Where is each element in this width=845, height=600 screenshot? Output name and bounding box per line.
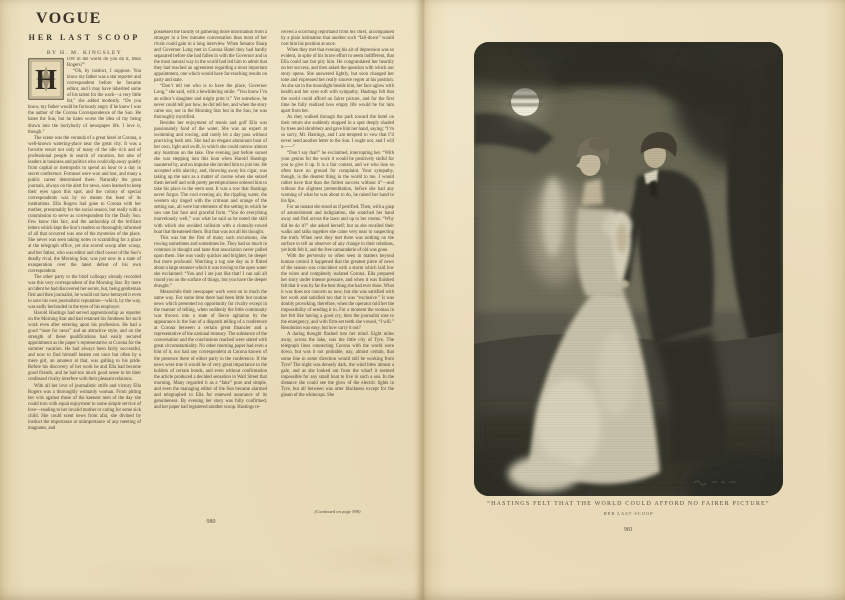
story-paragraph: ceived a scorching reprimand from his chief, accompanied by a plain intimation that another such “fall-down” would cost him his position at once. [281,30,394,48]
story-paragraph: As they walked through the park toward the hotel on their return she suddenly stopped in a spot deeply shaded by trees and shrubbery and gave him her hand, saying: “I’m so sorry, Mr. Hastings, and I am tempted to vow that I’ll never send another letter to the Sun. I ought not, and I will n——” [281,114,394,150]
story-paragraph: OW in the world do you do it, Miss Rogers?” [67,57,141,69]
page-number-right: 981 [624,527,633,533]
story-paragraph: A daring thought flashed into her mind. Eight miles away, across the lake, was the little city of Tyre. The telegraph lines connecting Corona with the world were down, but was it not probable, nay, almost certain, that some line in some direction would still be working from Tyre? The night was densely dark, the wind blew almost a gale, and as she looked out from the wharf it seemed impossible for any small boat to live in such a sea. In the distance she could see the glow of the electric lights in Tyre, but all between was utter blackness except for the gleam of the whitecaps. She [281,332,394,398]
text-column-3 [281,30,394,506]
story-paragraph: When they met that evening his air of depression was so evident, in spite of his brave effort to seem indifferent, that Ella could not but pity him. He congratulated her heartily on her success, and then asked the question with which our story opens. She answered lightly, but soon changed her tone and expressed her really sincere regret at his position. As she sat in the moonlight beside him, her face aglow with health and her eyes soft with sympathy, Hastings felt that the world could afford no fairer picture, and for the first time he fully realized how empty life would be for him apart from her. [281,48,394,114]
paper-stain [60,555,280,595]
story-paragraph: For an instant she stood as if petrified. Then, with a gasp of astonishment and indignation, she snatched her hand away and fled across the lawn and up to her rooms. “Why did he do it?” she asked herself; but as she recalled their walks and talks together she came very near to suspecting the truth. When next they met there was nothing on the surface to tell an observer of any change in their relations, yet both felt it, and the free camaraderie of old was gone. [281,205,394,253]
page-number-left: 980 [206,519,216,525]
magazine-masthead: VOGUE [36,10,102,27]
engraving-texture [474,42,783,496]
story-paragraph: “Don’t say that!” he exclaimed, interrupting her. “With your genius for the work it would be positively sinful for you to give it up. It is a fair contest, and we who lose so often have no ground for complaint. Your sympathy, though, is the dearest thing in the world to me. I would rather have that than the fullest success without it”—and without the slightest premeditation, before she had any warning of what he was about to do, he raised her hand to his lips. [281,150,394,205]
continued-note: (Continued on page 998) [314,509,361,514]
story-title: HER LAST SCOOP [28,33,141,42]
illustration-subcaption: HER LAST SCOOP [603,511,654,516]
text-column-2 [154,30,267,519]
story-paragraph: This was but the first of many such excursions, she rowing sometimes and sometimes he. They had so much in common in thought and taste that association never palled upon them. She was vastly quicker and brighter, he deeper but more profound. Watching a tug one day as it flitted about a large steamer which it was towing to the open water she exclaimed: “You and I are just like that! I can sail all round you on the surface of things, but you have the deeper draught.” [154,235,267,289]
story-illustration [474,42,783,496]
story-paragraph: The other party to the brief colloquy already recorded was this very correspondent of the Morning Star. By mere accident he had discovered her secret, but, being gentleman first and then journalist, he would not have betrayed it even to save his own journalistic reputation—which, by the way, was sadly beclouded in the eyes of his employer. [28,274,141,310]
page-gutter-shadow [416,0,432,600]
text-column-1 [28,57,141,517]
drop-cap-letter: H [35,64,57,96]
story-paragraph: Meanwhile their newspaper work went on in much the same way. For some time there had been little but routine news which presented no opportunity for rivalry except in the manner of telling, when suddenly the little community was thrown into a state of fierce agitation by the appearance in the Sun of a dispatch telling of a conference at Corona between a certain great financier and a representative of the national treasury. The substance of the conversation and the conclusions reached were stated with great circumstantiality. No other morning paper had even a hint of it, nor had any correspondent at Corona known of the presence there of either party to the conference. If the news were true it would be of very great importance to the holders of certain bonds, and even without confirmation the article produced a decided sensation in Wall Street that morning. Many regarded it as a “fake” pure and simple, and even the managing editor of the Sun became alarmed and telegraphed to Ella for renewed assurance of its genuineness. By evening her story was fully confirmed, and her paper had registered another scoop. Hastings re- [154,290,267,410]
story-paragraph: The scene was the veranda of a great hotel at Corona, a well-known watering-place near the great city. It was a favorite resort not only of many of the idle rich and of professional people in search of vacation, but also of leaders in business and politics who could slip away quietly from capital or metropolis to spend an hour or a day in secret conference. Fortunes were won and lost, and many a public career determined there. Naturally the great journals, always on the alert for news, soon learned to keep their eyes upon this spot, and the colony of special correspondents was by no means the least of its institutions. Ella Rogers had gone to Corona with her mother, presumably for the social season, but really with a commission to serve as correspondent for the Daily Sun. Few knew this fact, and the authorship of the brilliant letters which kept the Sun’s readers so thoroughly informed of all that occurred was one of the mysteries of the place. She never was seen taking notes or scrambling for a place at the telegraph office, yet she scored scoop after scoop, and her father, who was editor and chief owner of the Sun’s deadly rival, the Morning Star, was just now in a state of exasperation over the latest defeat of his own correspondent. [28,135,141,274]
story-paragraph: “Don’t tell me who is to have the place, Governor Long,” she said, with a bewildering smile. “You know I’m an editor’s daughter and might print it.” Yet somehow, he never could tell just how, he did tell her, and when the story came out, not in the Morning Star but in the Sun, he was thoroughly mystified. [154,84,267,120]
moonlit-couple-illustration [474,42,783,496]
story-paragraph: “Oh, by instinct, I suppose. You know my father was a star reporter and correspondent before he became editor, and I may have inherited some of his talent for the work—a very little bit,” she added modestly. “Do you know, my father would be furiously angry if he knew I was the author of the Corona Correspondence of the Sun. He hates the Sun, but he hates worse the idea of my being drawn into the hurlyburly of newspaper life. I love it, though.” [28,69,141,135]
drop-cap-ornament [28,58,64,100]
story-paragraph: With the perversity so often seen in matters beyond human control it happened that the greatest piece of news of the season was coincident with a storm which laid low the wires and completely isolated Corona. Ella prepared her story under intense pressure, and when it was finished felt that it was by far the best thing she had ever done. What it was does not concern us now, but she was satisfied with her work and satisfied too that it was “exclusive.” It was doubly provoking, therefore, when the operator told her the impossibility of sending it in. For a moment the woman in her felt like having a good cry, then the journalist rose to the emergency, and with firm-set teeth she vowed, “I will.” Resolution was easy, but how carry it out? [281,253,394,332]
story-paragraph: Harold Hastings had served apprenticeship as reporter on the Morning Star and had retained his fondness for such work even after entering upon his profession. He had a good “nose for news” and an attractive style, and on the strength of these qualifications had easily secured appointment as the paper’s representative at Corona for the summer vacation. He had always been fairly successful, and now to find himself beaten not once but often by a mere girl, an amateur at that, was galling to his pride. Before his discovery of her work he and Ella had become good friends, and he had too much good sense to let their confessed rivalry interfere with their pleasant relations. [28,310,141,383]
paper-stain [300,540,460,580]
illustration-caption: “HASTINGS FELT THAT THE WORLD COULD AFFORD NO FAIRER PICTURE” [487,501,770,507]
story-byline: BY H. M. KINGSLEY [46,50,123,56]
story-paragraph: Besides her enjoyment of tennis and golf Ella was passionately fond of the water. She was an expert at swimming and rowing, and rarely let a day pass without practicing both arts. She had an elegant aluminum boat of her own, light and swift, in which she could outrow almost any boatman on the lake. One evening just before sunset she was stepping into this boat when Harold Hastings sauntered by, and on impulse she invited him to join her. He accepted with alacrity, and, throwing away his cigar, was taking up the oars as a matter of course when she seized them herself and with pretty peremptoriness ordered him to take his place in the stern seat. It was a row that Hastings never forgot. The cool evening air, the rippling water, the western sky tinged with the crimson and orange of the setting sun, all were but elements of the setting in which he saw one fair face and graceful form. “You do everything marvelously well,” was what he said as he noted the skill with which she avoided collision with a clumsily-rowed boat that threatened them. But that was not all his thought. [154,120,267,235]
story-paragraph: possessed the faculty of gathering more information from a stranger in a few minutes conversation than most of her rivals could gain in a long interview. When Senator Sharp and Governor Long met in Corona Hotel they had hardly separated before she had fallen in with the Governor and in the most natural way in the world had led him to admit that they had reached an agreement regarding a most important appointment, one which would have far-reaching results on party and state. [154,30,267,84]
story-paragraph: With all her love of journalistic strife and victory Ella Rogers was a thoroughly womanly woman. From pitting her wits against those of the keenest men of the day she could turn with equal enjoyment to some simple service of love—reading to her invalid mother or caring for some sick child. She could scent news from afar, she divined by instinct the importance or unimportance of any meeting of magnates, and [28,383,141,431]
